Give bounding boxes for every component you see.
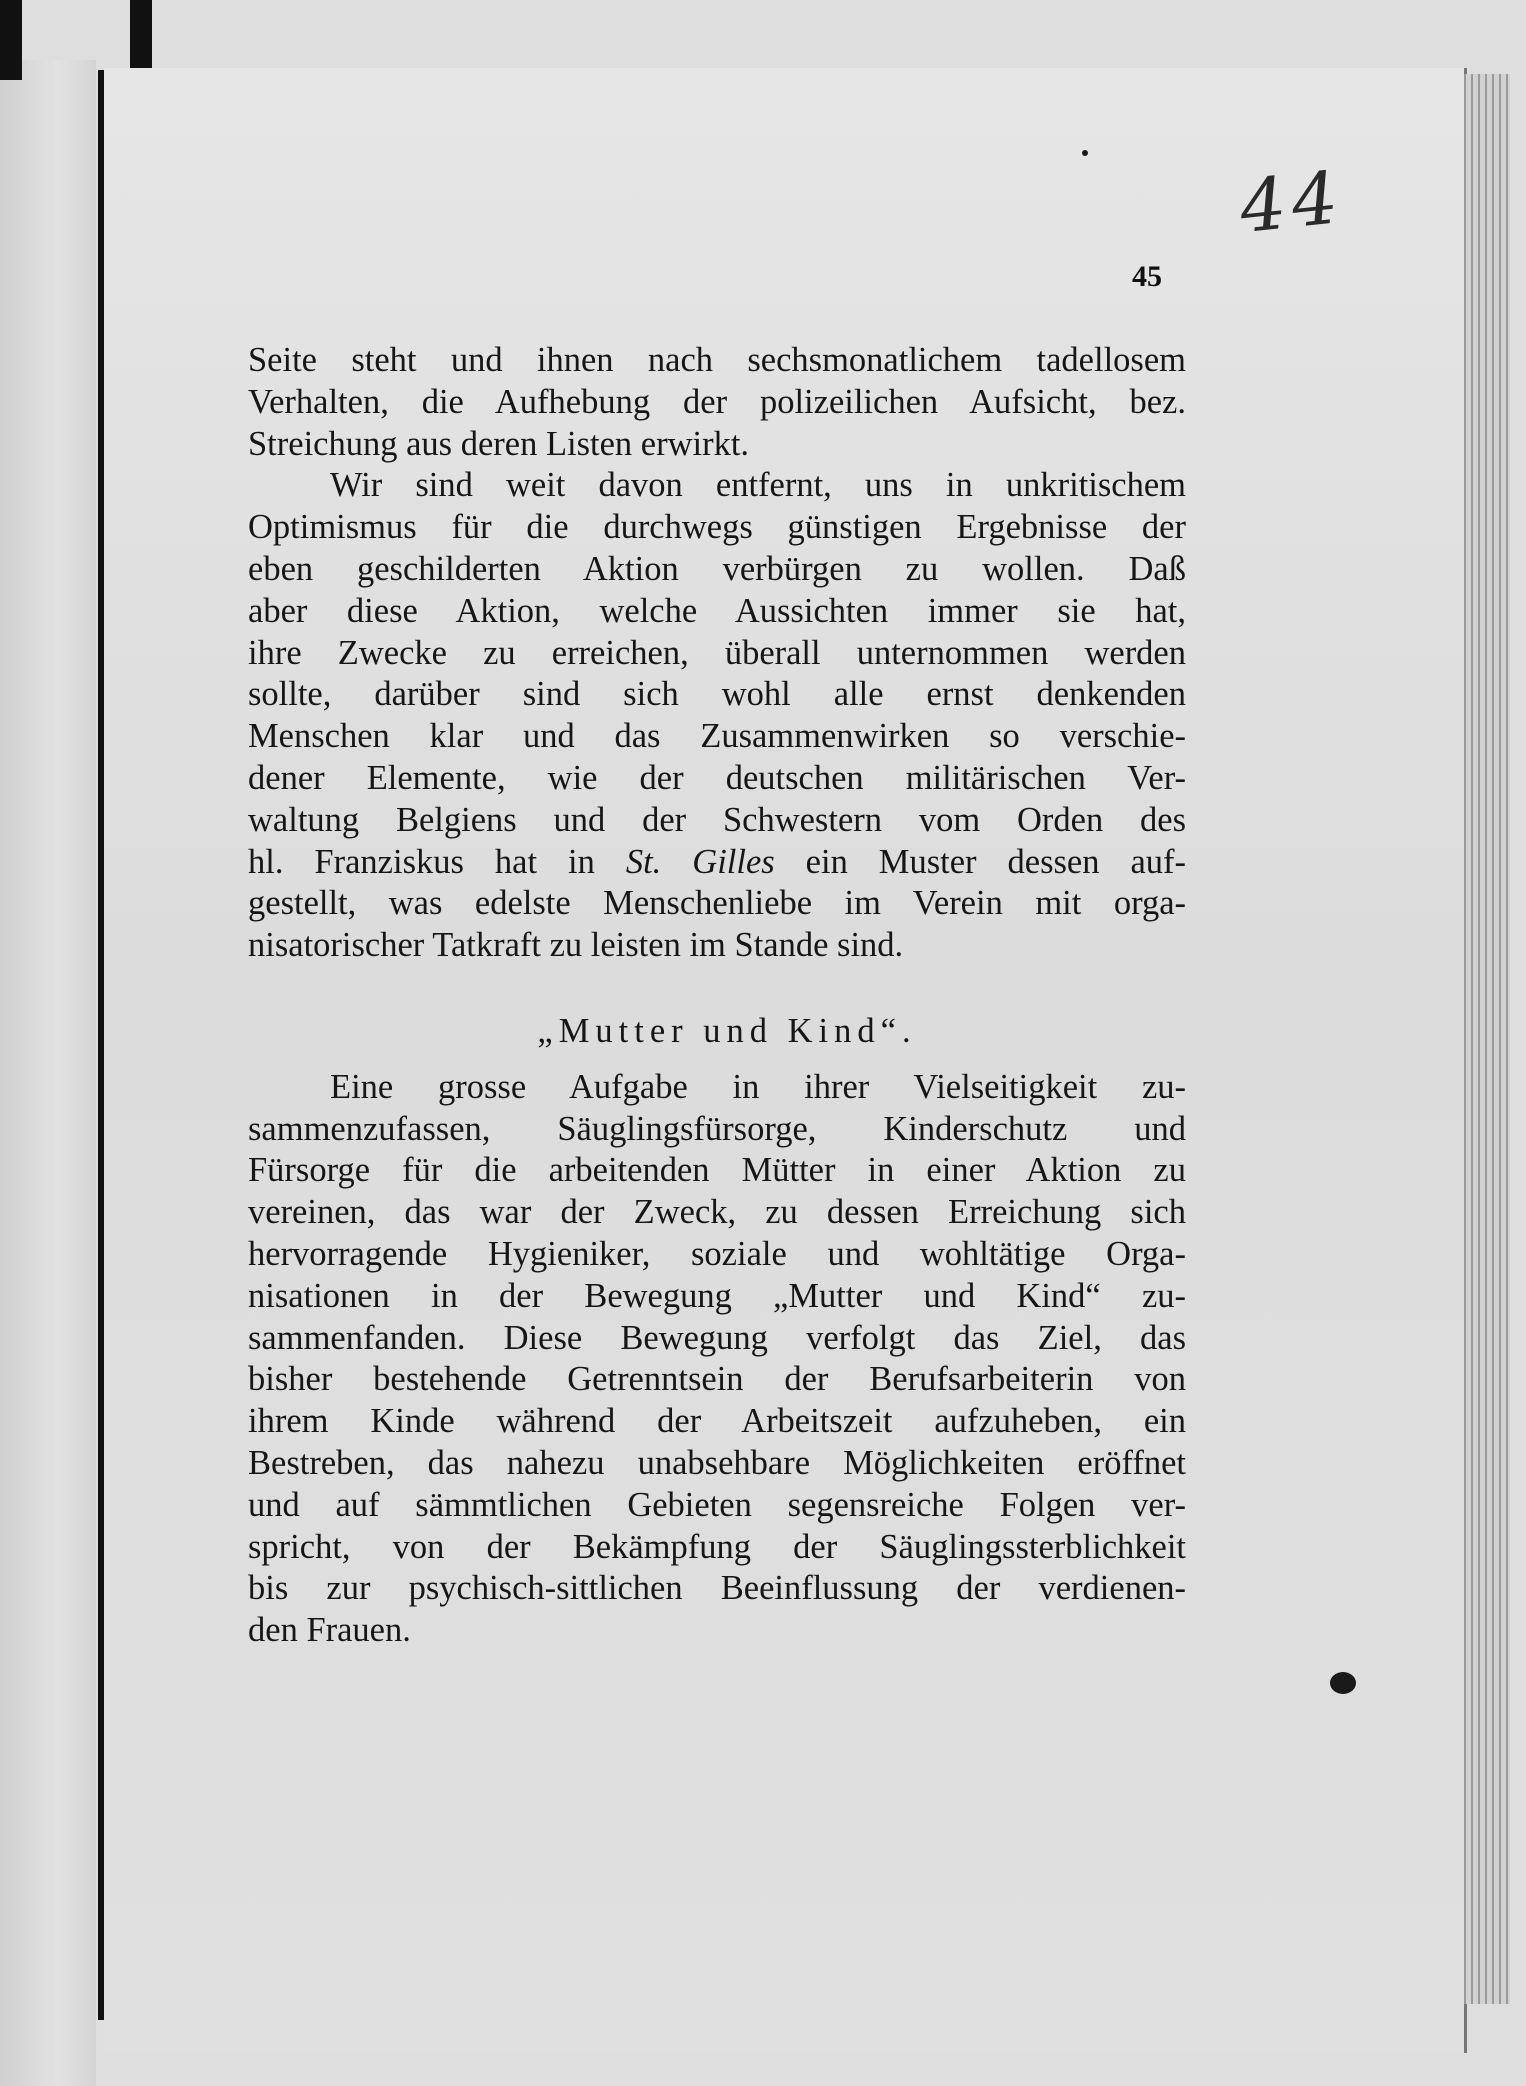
text-line: Menschen klar und das Zusammenwirken so verschie- [248, 717, 1186, 756]
text-segment: ein Muster dessen auf- [774, 842, 1187, 881]
scanner-clip [0, 0, 22, 80]
text-line: bis zur psychisch-sittlichen Beeinflussung der verdienen- [248, 1569, 1186, 1608]
text-line: ihre Zwecke zu erreichen, überall unternommen werden [248, 633, 1186, 672]
text-line: eben geschilderten Aktion verbürgen zu wollen. Daß [248, 549, 1186, 588]
text-line: Eine grosse Aufgabe in ihrer Vielseitigkeit zu- [330, 1067, 1186, 1106]
text-line: spricht, von der Bekämpfung der Säuglingssterblichkeit [248, 1527, 1186, 1566]
place-name-italic: St. Gilles [625, 842, 775, 881]
text-line [248, 842, 1186, 884]
page-stack-edge [1464, 74, 1510, 2004]
text-line: dener Elemente, wie der deutschen militärischen Ver- [248, 758, 1186, 797]
text-line: Streichung aus deren Listen erwirkt. [248, 424, 750, 463]
text-line: und auf sämmtlichen Gebieten segensreiche Folgen ver- [248, 1485, 1186, 1524]
text-line: sammenzufassen, Säuglingsfürsorge, Kinderschutz und [248, 1109, 1186, 1148]
text-line: hervorragende Hygieniker, soziale und wohltätige Orga- [248, 1234, 1186, 1273]
text-line: Fürsorge für die arbeitenden Mütter in einer Aktion zu [248, 1151, 1186, 1190]
handwritten-page-number: 44 [1235, 154, 1348, 250]
text-line: den Frauen. [248, 1611, 411, 1650]
previous-page-edge [0, 60, 96, 2086]
text-line: sollte, darüber sind sich wohl alle ernst denkenden [248, 675, 1186, 714]
text-line: ihrem Kinde während der Arbeitszeit aufzuheben, ein [248, 1402, 1186, 1441]
text-line: Wir sind weit davon entfernt, uns in unkritischem [330, 466, 1186, 505]
text-line: Bestreben, das nahezu unabsehbare Möglichkeiten eröffnet [248, 1443, 1186, 1482]
section-heading: „Mutter und Kind“. [537, 1011, 917, 1050]
text-line: Verhalten, die Aufhebung der polizeilichen Aufsicht, bez. [248, 382, 1186, 421]
text-line: gestellt, was edelste Menschenliebe im Verein mit orga- [248, 884, 1186, 923]
text-line: vereinen, das war der Zweck, zu dessen Erreichung sich [248, 1193, 1186, 1232]
text-line: nisatorischer Tatkraft zu leisten im Stande sind. [248, 926, 904, 965]
page-text [248, 340, 1186, 1652]
text-line: waltung Belgiens und der Schwestern vom Orden des [248, 800, 1186, 839]
text-segment: hl. Franziskus hat in [248, 842, 626, 881]
text-line: Seite steht und ihnen nach sechsmonatlichem tadellosem [248, 341, 1186, 379]
text-line: Optimismus für die durchwegs günstigen Ergebnisse der [248, 508, 1186, 547]
ink-speck [1082, 150, 1088, 156]
text-line: sammenfanden. Diese Bewegung verfolgt das Ziel, das [248, 1318, 1186, 1357]
printed-page-number: 45 [1132, 260, 1162, 293]
text-line: nisationen in der Bewegung „Mutter und Kind“ zu- [248, 1276, 1186, 1315]
text-line: bisher bestehende Getrenntsein der Berufsarbeiterin von [248, 1360, 1186, 1399]
text-line: aber diese Aktion, welche Aussichten immer sie hat, [248, 591, 1186, 630]
ink-blot [1330, 1672, 1356, 1694]
